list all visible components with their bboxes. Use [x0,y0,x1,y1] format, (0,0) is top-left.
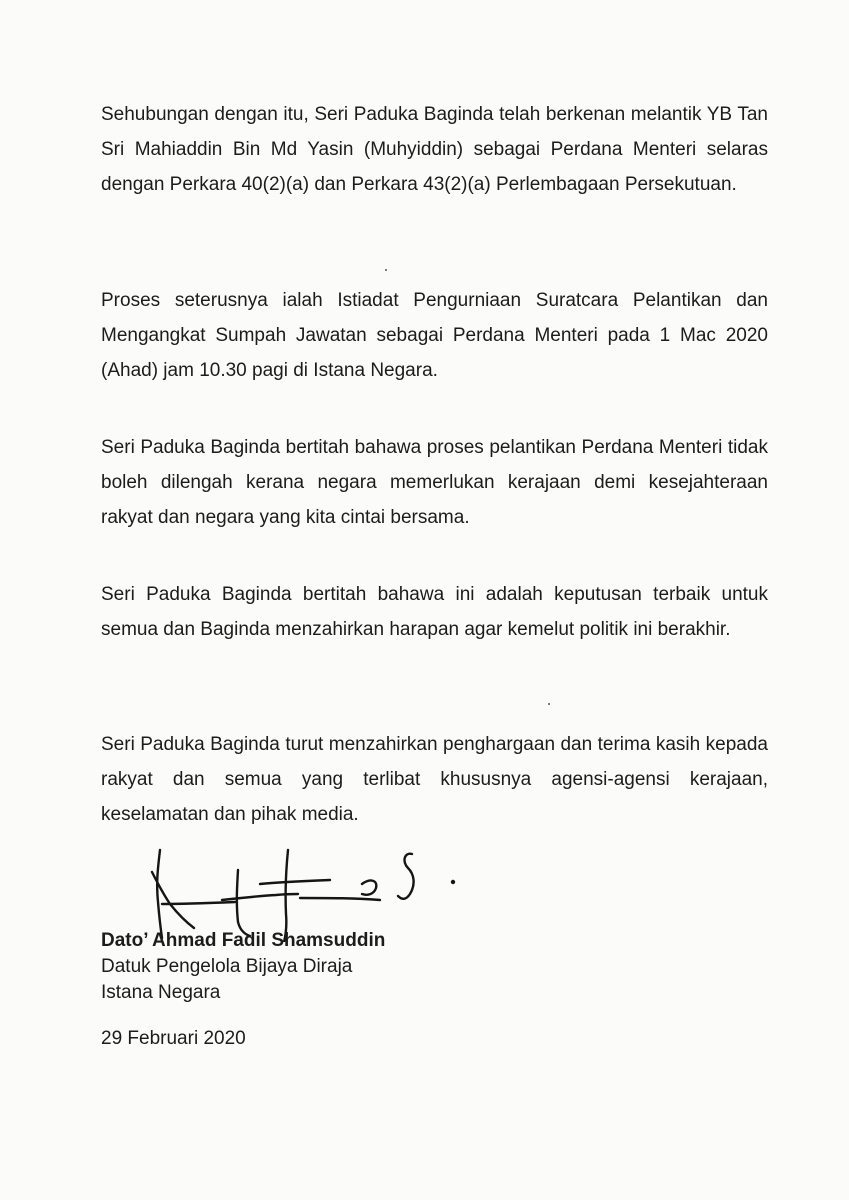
signatory-name: Dato’ Ahmad Fadil Shamsuddin [101,930,386,951]
signatory-title: Datuk Pengelola Bijaya Diraja [101,956,353,977]
signature-block [101,928,385,1006]
document-date: 29 Februari 2020 [101,1028,246,1049]
paragraph-appointment: Sehubungan dengan itu, Seri Paduka Baginda telah berkenan melantik YB Tan Sri Mahiaddin Bin Md Yasin (Muhyiddin) sebagai Perdana Menteri selaras dengan Perkara 40(2)(a) dan Perkara 43(2)(a) Perlembagaan Persekutuan. [101,104,768,195]
scan-speck [385,269,387,271]
paragraph-gratitude: Seri Paduka Baginda turut menzahirkan penghargaan dan terima kasih kepada rakyat dan semua yang terlibat khususnya agensi-agensi kerajaan, keselamatan dan pihak media. [101,734,768,825]
paragraph-ceremony: Proses seterusnya ialah Istiadat Pengurniaan Suratcara Pelantikan dan Mengangkat Sumpah Jawatan sebagai Perdana Menteri pada 1 Mac 2020 (Ahad) jam 10.30 pagi di Istana Negara. [101,290,768,381]
paragraph-urgency: Seri Paduka Baginda bertitah bahawa proses pelantikan Perdana Menteri tidak boleh dilengah kerana negara memerlukan kerajaan demi kesejahteraan rakyat dan negara yang kita cintai bersama. [101,437,768,528]
scan-speck [548,703,550,705]
signatory-office: Istana Negara [101,982,221,1003]
handwritten-signature [140,842,480,942]
paragraph-decision: Seri Paduka Baginda bertitah bahawa ini adalah keputusan terbaik untuk semua dan Baginda menzahirkan harapan agar kemelut politik ini berakhir. [101,584,768,640]
